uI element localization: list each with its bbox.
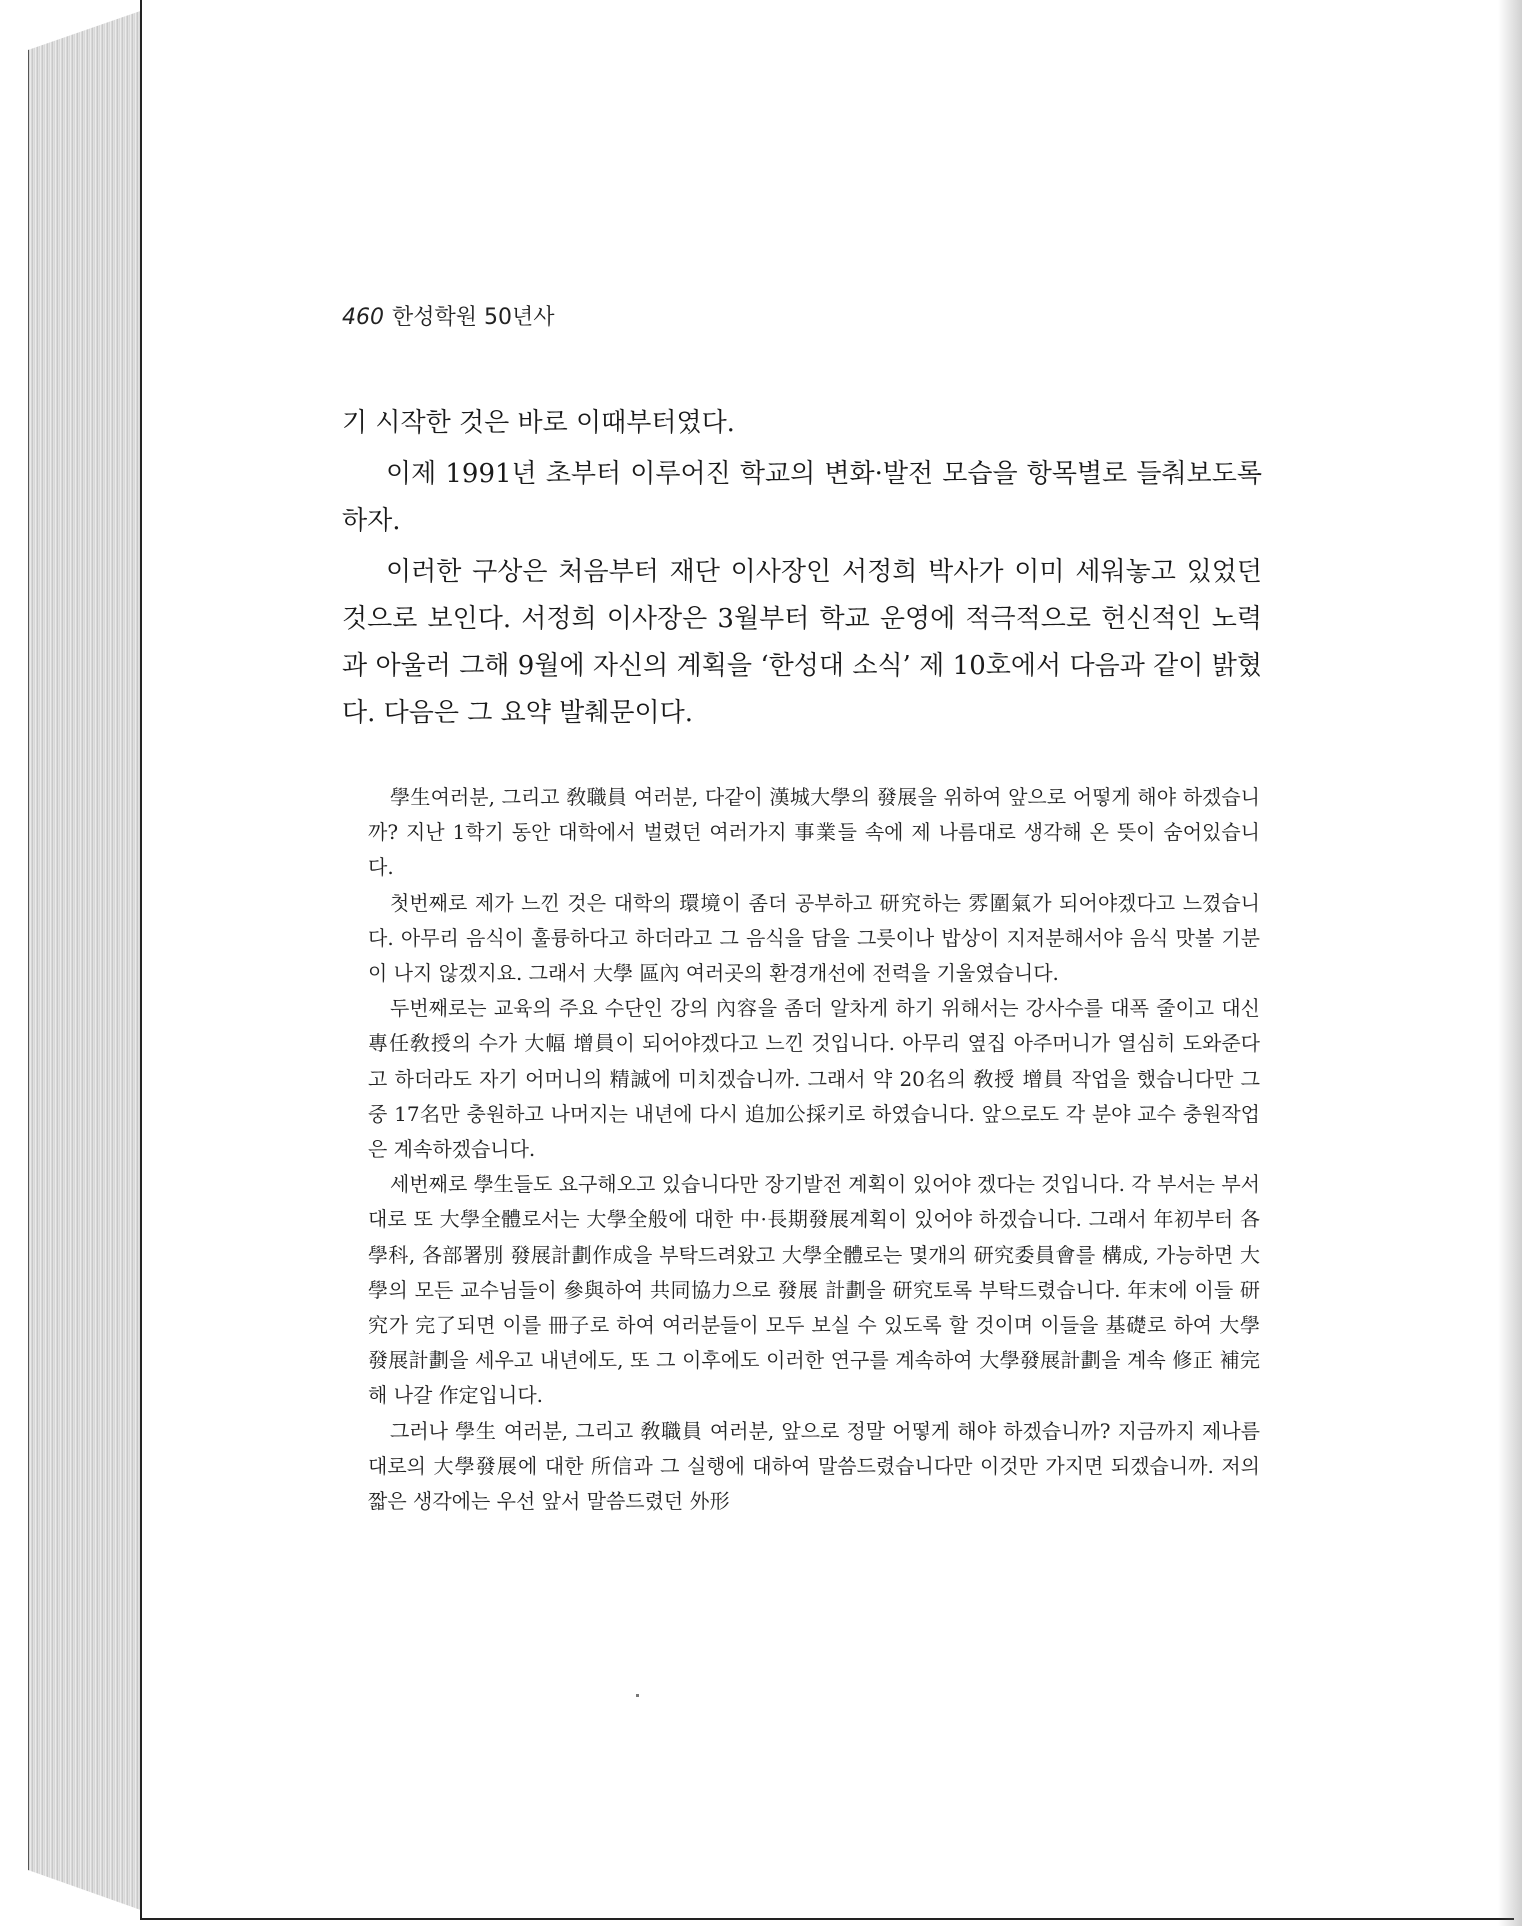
page-number: 460 [342,305,384,330]
body-paragraph: 기 시작한 것은 바로 이때부터였다. [342,408,735,438]
book-page-edges [28,8,149,1913]
running-head [342,300,555,331]
body-paragraph: 이제 1991년 초부터 이루어진 학교의 변화·발전 모습을 항목별로 들춰보도록 하자. [342,459,1262,536]
page-shadow [1498,0,1522,1926]
quote-paragraph: 첫번째로 제가 느낀 것은 대학의 環境이 좀더 공부하고 研究하는 雰圍氣가 되어야겠다고 느꼈습니다. 아무리 음식이 훌륭하다고 하더라고 그 음식을 담을 그릇이나 밥상이 지저분해서야 음식 맛볼 기분이 나지 않겠지요. 그래서 大學 區內 여러곳의 환경개선에 전력을 기울였습니다. [368,890,1260,986]
body-paragraph: 이러한 구상은 처음부터 재단 이사장인 서정희 박사가 이미 세워놓고 있었던 것으로 보인다. 서정희 이사장은 3월부터 학교 운영에 적극적으로 헌신적인 노력과 아울러 그해 9월에 자신의 계획을 ‘한성대 소식’ 제 10호에서 다음과 같이 밝혔다. 다음은 그 요약 발췌문이다. [342,557,1262,728]
quote-paragraph: 그러나 學生 여러분, 그리고 敎職員 여러분, 앞으로 정말 어떻게 해야 하겠습니까? 지금까지 제나름대로의 大學發展에 대한 所信과 그 실행에 대하여 말씀드렸습니다만 이것만 가지면 되겠습니까. 저의 짧은 생각에는 우선 앞서 말씀드렸던 外形 [368,1418,1260,1514]
quoted-excerpt [368,780,1260,1519]
body-text [342,400,1262,737]
scan-speck [636,1694,639,1697]
quote-paragraph: 두번째로는 교육의 주요 수단인 강의 內容을 좀더 알차게 하기 위해서는 강사수를 대폭 줄이고 대신 專任敎授의 수가 大幅 增員이 되어야겠다고 느낀 것입니다. 아무리 옆집 아주머니가 열심히 도와준다고 하더라도 자기 어머니의 精誠에 미치겠습니까. 그래서 약 20名의 敎授 增員 작업을 했습니다만 그 중 17名만 충원하고 나머지는 내년에 다시 追加公採키로 하였습니다. 앞으로도 각 분야 교수 충원작업은 계속하겠습니다. [368,996,1260,1162]
book-title: 한성학원 50년사 [392,305,555,330]
quote-paragraph: 세번째로 學生들도 요구해오고 있습니다만 장기발전 계획이 있어야 겠다는 것입니다. 각 부서는 부서대로 또 大學全體로서는 大學全般에 대한 中·長期發展계획이 있어야 하겠습니다. 그래서 年初부터 各學科, 各部署別 發展計劃作成을 부탁드려왔고 大學全體로는 몇개의 研究委員會를 構成, 가능하면 大學의 모든 교수님들이 參與하여 共同協力으로 發展 計劃을 研究토록 부탁드렸습니다. 年末에 이들 研究가 完了되면 이를 冊子로 하여 여러분들이 모두 보실 수 있도록 할 것이며 이들을 基礎로 하여 大學發展計劃을 세우고 내년에도, 또 그 이후에도 이러한 연구를 계속하여 大學發展計劃을 계속 修正 補完해 나갈 作定입니다. [368,1172,1260,1408]
quote-paragraph: 學生여러분, 그리고 敎職員 여러분, 다같이 漢城大學의 發展을 위하여 앞으로 어떻게 해야 하겠습니까? 지난 1학기 동안 대학에서 벌렸던 여러가지 事業들 속에 제 나름대로 생각해 온 뜻이 숨어있습니다. [368,785,1260,880]
